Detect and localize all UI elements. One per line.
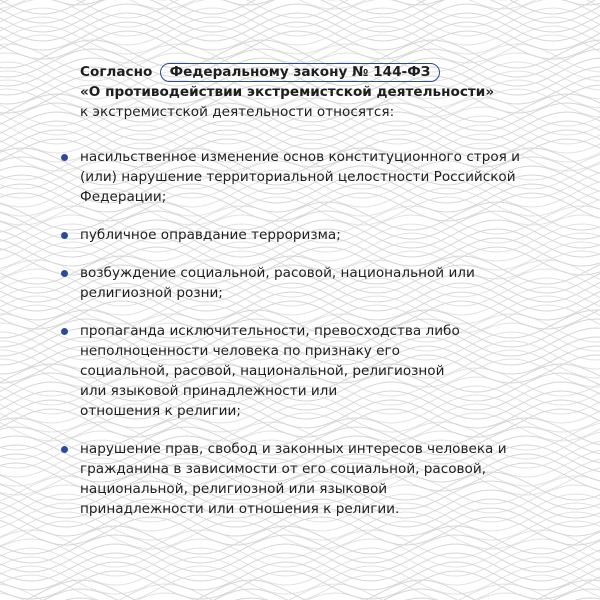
list-item-line: или языковой принадлежности или (80, 383, 338, 399)
list-item (80, 321, 576, 421)
list-item-line: нарушение прав, свобод и законных интересов человека и (80, 441, 507, 457)
list-item-line: принадлежности или отношения к религии. (80, 501, 400, 517)
list-item (80, 147, 576, 207)
list-item-line: (или) нарушение территориальной целостности Российской (80, 169, 516, 185)
wave-line (0, 539, 600, 567)
list-item-line: насильственное изменение основ конституционного строя и (80, 149, 520, 165)
intro-paragraph (80, 62, 576, 122)
list-item-line: гражданина в зависимости от его социальной, расовой, (80, 461, 487, 477)
list-item-line: пропаганда исключительности, превосходства либо (80, 323, 460, 339)
list-item-line: публичное оправдание терроризма; (80, 227, 341, 243)
wave-line (0, 562, 600, 590)
list-item-line: национальной, религиозной или языковой (80, 481, 388, 497)
list-item-line: социальной, расовой, национальной, религиозной (80, 363, 445, 379)
list-item (80, 225, 576, 245)
bullet-dot-icon (61, 154, 68, 161)
bullet-dot-icon (61, 328, 68, 335)
law-title: «О противодействии экстремистской деятельности» (80, 84, 495, 100)
document-body (80, 62, 576, 537)
list-item-line: религиозной розни; (80, 285, 223, 301)
bullet-dot-icon (61, 270, 68, 277)
list-item-line: отношения к религии; (80, 403, 241, 419)
bullet-dot-icon (61, 446, 68, 453)
law-reference-badge: Федеральному закону № 144-ФЗ (160, 63, 441, 82)
list-item-line: неполноценности человека по признаку его (80, 343, 400, 359)
list-item (80, 439, 576, 519)
intro-lead: к экстремистской деятельности относятся: (80, 104, 395, 120)
list-item-line: Федерации; (80, 189, 167, 205)
intro-prefix: Согласно (80, 64, 153, 80)
list-item (80, 263, 576, 303)
intro-first-line (80, 62, 576, 82)
bullet-dot-icon (61, 232, 68, 239)
extremism-activities-list (80, 147, 576, 519)
list-item-line: возбуждение социальной, расовой, национальной или (80, 265, 475, 281)
